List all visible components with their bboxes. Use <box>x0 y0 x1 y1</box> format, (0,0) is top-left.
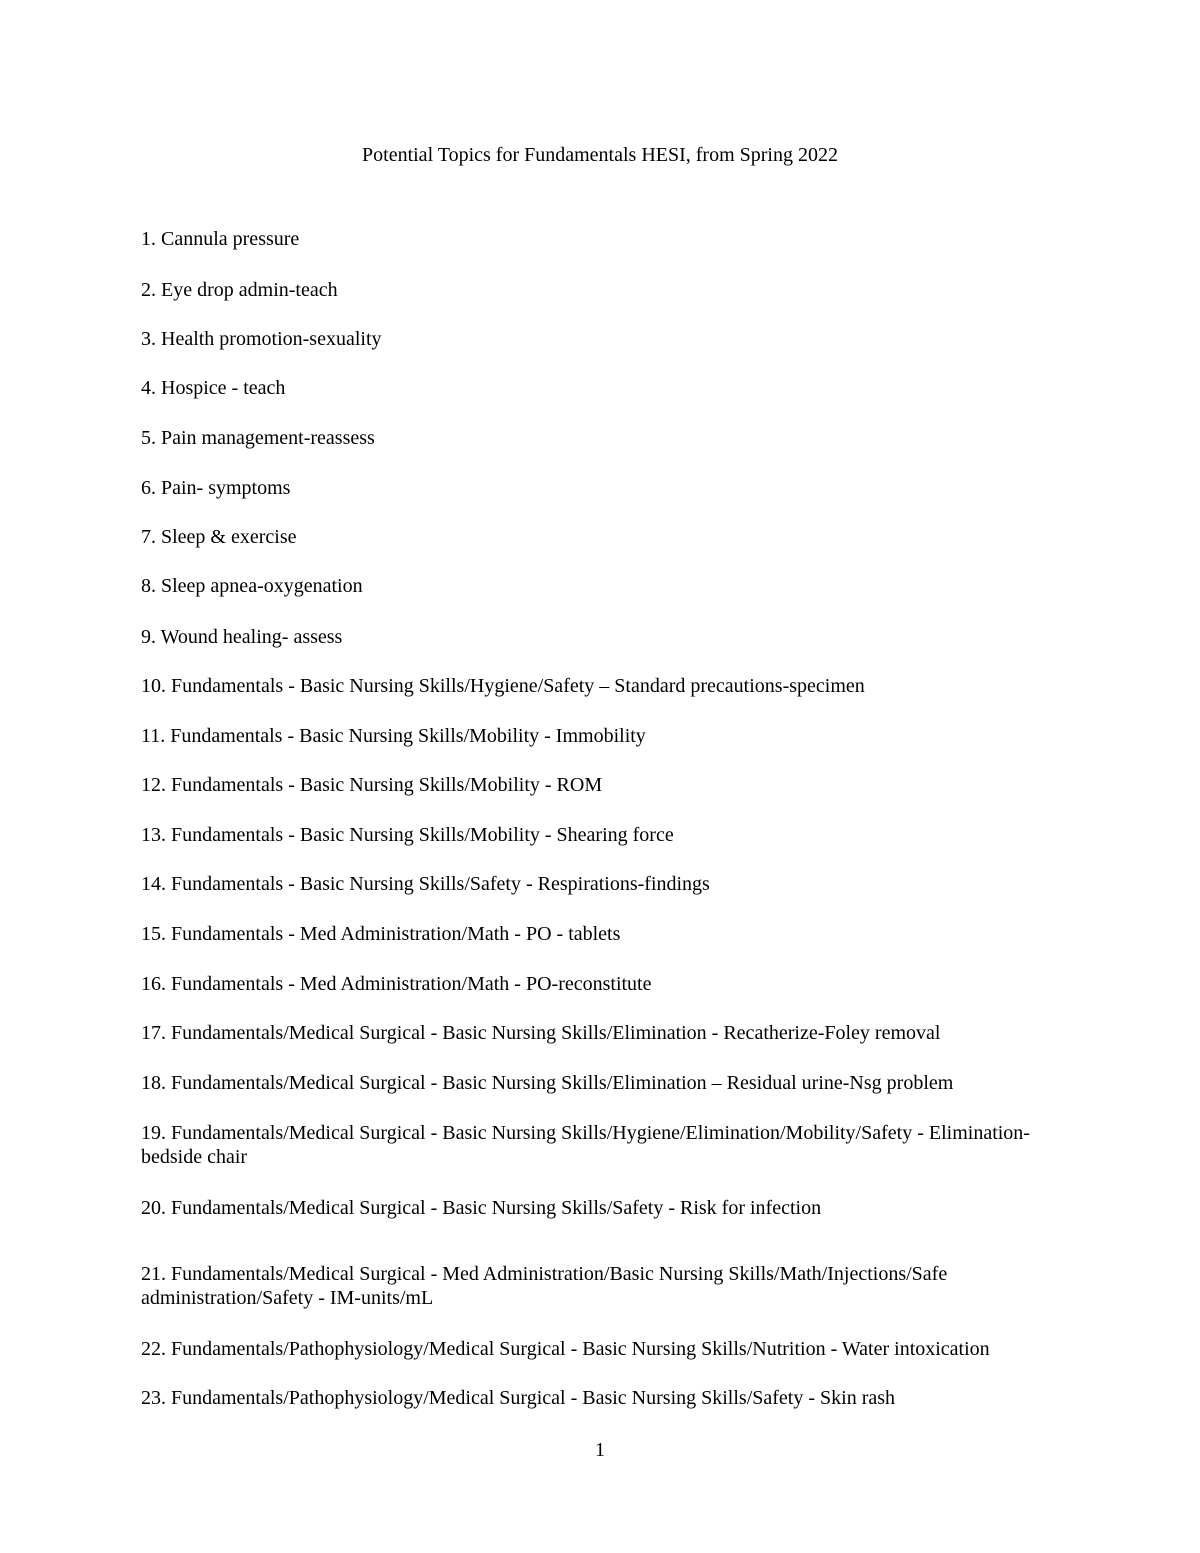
list-item: 21. Fundamentals/Medical Surgical - Med Administration/Basic Nursing Skills/Math/Injections/Safe administration/Safety - IM-units/mL <box>141 1263 948 1309</box>
list-item: 16. Fundamentals - Med Administration/Math - PO-reconstitute <box>141 973 652 995</box>
list-item: 12. Fundamentals - Basic Nursing Skills/Mobility - ROM <box>141 774 603 796</box>
list-item: 7. Sleep & exercise <box>141 526 297 548</box>
list-item: 22. Fundamentals/Pathophysiology/Medical Surgical - Basic Nursing Skills/Nutrition - Water intoxication <box>141 1338 990 1360</box>
list-item: 6. Pain- symptoms <box>141 477 291 499</box>
list-item: 10. Fundamentals - Basic Nursing Skills/Hygiene/Safety – Standard precautions-specimen <box>141 675 865 697</box>
list-item: 17. Fundamentals/Medical Surgical - Basic Nursing Skills/Elimination - Recatherize-Foley removal <box>141 1022 941 1044</box>
list-item: 23. Fundamentals/Pathophysiology/Medical Surgical - Basic Nursing Skills/Safety - Skin rash <box>141 1387 896 1409</box>
list-item: 19. Fundamentals/Medical Surgical - Basic Nursing Skills/Hygiene/Elimination/Mobility/Safety - Elimination-bedside chair <box>141 1122 1030 1168</box>
list-item: 2. Eye drop admin-teach <box>141 279 338 301</box>
list-item: 9. Wound healing- assess <box>141 626 343 648</box>
list-item: 15. Fundamentals - Med Administration/Math - PO - tablets <box>141 923 621 945</box>
list-item: 8. Sleep apnea-oxygenation <box>141 575 363 597</box>
list-item: 18. Fundamentals/Medical Surgical - Basic Nursing Skills/Elimination – Residual urine-Nsg problem <box>141 1072 954 1094</box>
list-item: 4. Hospice - teach <box>141 377 286 399</box>
list-item: 1. Cannula pressure <box>141 228 300 250</box>
list-item: 20. Fundamentals/Medical Surgical - Basic Nursing Skills/Safety - Risk for infection <box>141 1197 822 1219</box>
list-item: 5. Pain management-reassess <box>141 427 375 449</box>
page-number: 1 <box>595 1439 605 1461</box>
list-item: 14. Fundamentals - Basic Nursing Skills/Safety - Respirations-findings <box>141 873 710 895</box>
list-item: 13. Fundamentals - Basic Nursing Skills/Mobility - Shearing force <box>141 824 674 846</box>
list-item: 11. Fundamentals - Basic Nursing Skills/Mobility - Immobility <box>141 725 646 747</box>
page-title: Potential Topics for Fundamentals HESI, from Spring 2022 <box>362 144 838 166</box>
list-item: 3. Health promotion-sexuality <box>141 328 382 350</box>
